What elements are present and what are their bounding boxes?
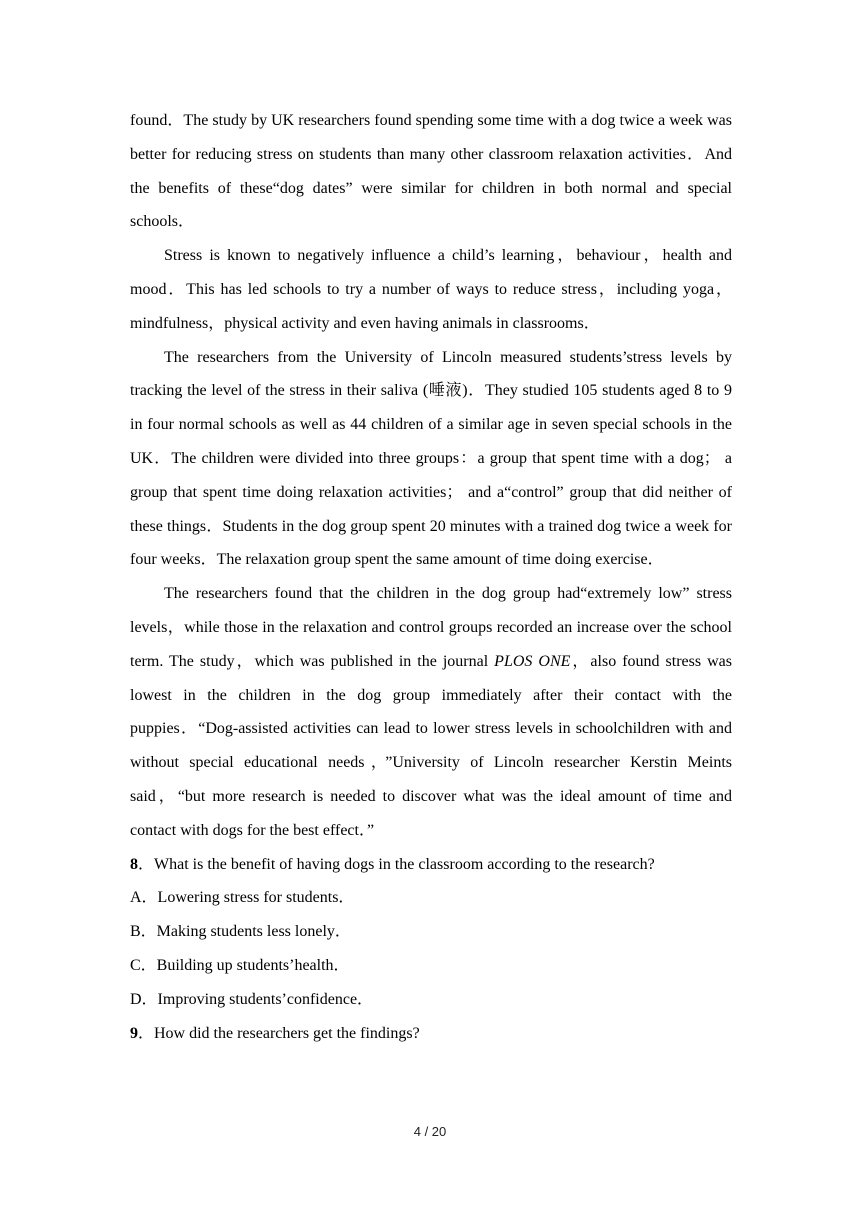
paragraph-1: found．The study by UK researchers found spending some time with a dog twice a week was better for reducing stress on students than many other classroom relaxation activities．And the benefits of these“dog dates” were similar for children in both normal and special schools． bbox=[130, 112, 732, 231]
paragraph-4 bbox=[130, 577, 732, 847]
question-8 bbox=[130, 848, 732, 882]
question-9-number: 9 bbox=[130, 1024, 138, 1042]
paragraph-4-text-after: ，also found stress was lowest in the children in the dog group immediately after their contact with the puppies．“Dog-assisted activities can lead to lower stress levels in schoolchildren with and without special educational needs，”University of Lincoln researcher Kerstin Meints said，“but more research is needed to discover what was the ideal amount of time and contact with dogs for the best effect．” bbox=[130, 652, 733, 839]
paragraph-4-text-before: The researchers found that the children in the dog group had“extremely low” stress levels，while those in the relaxation and control groups recorded an increase over the school term. The study，which was published in the journal bbox=[130, 585, 733, 670]
question-8-number: 8 bbox=[130, 855, 138, 873]
page-number: 4 / 20 bbox=[413, 1124, 447, 1139]
journal-name: PLOS ONE bbox=[494, 652, 571, 670]
paragraph-3: The researchers from the University of Lincoln measured students’stress levels by tracking the level of the stress in their saliva (唾液)．They studied 105 students aged 8 to 9 in four normal schools as well as 44 children of a similar age in seven special schools in the UK．The children were divided into three groups：a group that spent time with a dog； a group that spent time doing relaxation activities； and a“control” group that did neither of these things．Students in the dog group spent 20 minutes with a trained dog twice a week for four weeks．The relaxation group spent the same amount of time doing exercise． bbox=[130, 348, 732, 569]
question-9-text: ．How did the researchers get the findings? bbox=[138, 1024, 420, 1042]
option-8d: D．Improving students’confidence． bbox=[130, 990, 374, 1008]
option-8b: B．Making students less lonely． bbox=[130, 923, 351, 941]
question-9 bbox=[130, 1017, 732, 1051]
question-8-text: ．What is the benefit of having dogs in the classroom according to the research? bbox=[138, 855, 655, 873]
option-8a: A．Lowering stress for students． bbox=[130, 889, 355, 907]
paragraph-2: Stress is known to negatively influence a child’s learning，behaviour，health and mood．This has led schools to try a number of ways to reduce stress，including yoga，mindfulness，physical activity and even having animals in classrooms． bbox=[130, 247, 732, 332]
option-8c: C．Building up students’health． bbox=[130, 956, 350, 974]
article-body bbox=[130, 104, 732, 1050]
